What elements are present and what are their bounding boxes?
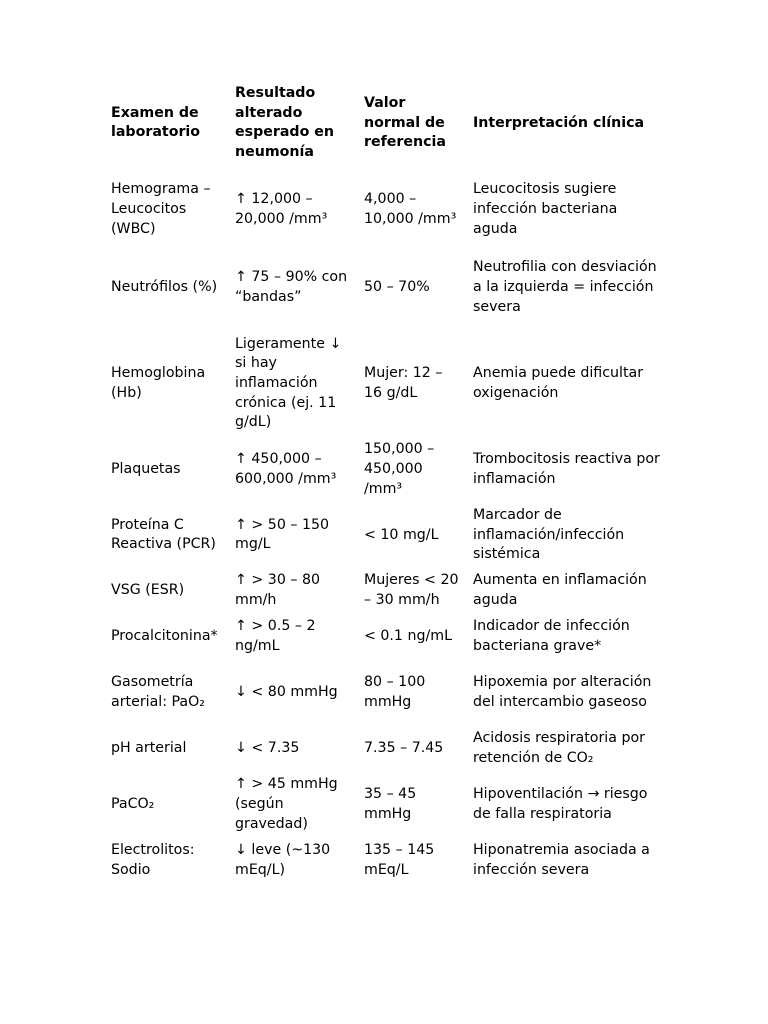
cell-expected-result: ↑ > 30 – 80 mm/h [235, 572, 321, 608]
cell-expected-result: ↑ > 45 mmHg (según gravedad) [235, 776, 338, 832]
cell-exam: Procalcitonina* [111, 628, 218, 645]
cell-interpretation: Acidosis respiratoria por retención de CO₂ [473, 730, 645, 766]
cell-interpretation: Indicador de infección bacteriana grave* [473, 618, 630, 654]
cell-expected-result: ↓ < 7.35 [235, 740, 300, 757]
table-row [104, 772, 664, 838]
table-row [104, 838, 664, 884]
cell-expected-result: ↑ > 50 – 150 mg/L [235, 516, 330, 553]
table-row [104, 568, 664, 614]
header-interpretation: Interpretación clínica [473, 114, 645, 131]
cell-exam: Hemograma – Leucocitos (WBC) [111, 181, 211, 237]
cell-exam: Gasometría arterial: PaO₂ [111, 674, 205, 710]
cell-interpretation: Hiponatremia asociada a infección severa [473, 842, 650, 878]
cell-interpretation: Anemia puede dificultar oxigenación [473, 365, 644, 401]
table-row [104, 660, 664, 726]
cell-reference-value: 50 – 70% [364, 278, 430, 295]
cell-reference-value: Mujeres < 20 – 30 mm/h [364, 572, 459, 608]
cell-reference-value: 80 – 100 mmHg [364, 674, 426, 710]
cell-expected-result: ↑ > 0.5 – 2 ng/mL [235, 618, 316, 654]
table-row [104, 437, 664, 503]
table-body [104, 175, 664, 884]
cell-exam: pH arterial [111, 740, 187, 757]
cell-reference-value: < 10 mg/L [364, 526, 439, 543]
cell-expected-result: ↑ 450,000 – 600,000 /mm³ [235, 451, 337, 487]
cell-interpretation: Trombocitosis reactiva por inflamación [473, 451, 660, 487]
cell-reference-value: 150,000 – 450,000 /mm³ [364, 441, 435, 497]
cell-interpretation: Aumenta en inflamación aguda [473, 572, 647, 608]
cell-interpretation: Leucocitosis sugiere infección bacteriana aguda [473, 181, 618, 237]
header-reference-value: Valor normal de referencia [364, 94, 446, 151]
cell-interpretation: Neutrofilia con desviación a la izquierda = infección severa [473, 259, 657, 315]
table-row [104, 503, 664, 568]
table-row [104, 726, 664, 772]
cell-reference-value: 7.35 – 7.45 [364, 740, 444, 757]
cell-interpretation: Hipoxemia por alteración del intercambio gaseoso [473, 674, 652, 710]
cell-expected-result: ↑ 12,000 – 20,000 /mm³ [235, 191, 328, 227]
cell-expected-result: ↑ 75 – 90% con “bandas” [235, 269, 348, 305]
cell-exam: Proteína C Reactiva (PCR) [111, 516, 216, 553]
cell-exam: Electrolitos: Sodio [111, 842, 195, 878]
cell-exam: Hemoglobina (Hb) [111, 365, 206, 401]
cell-expected-result: ↓ < 80 mmHg [235, 684, 338, 701]
cell-reference-value: Mujer: 12 – 16 g/dL [364, 365, 443, 401]
cell-reference-value: < 0.1 ng/mL [364, 628, 452, 645]
header-exam: Examen de laboratorio [111, 104, 201, 141]
cell-exam: PaCO₂ [111, 796, 155, 813]
cell-expected-result: ↓ leve (~130 mEq/L) [235, 842, 331, 878]
table-row [104, 245, 664, 331]
header-expected-result: Resultado alterado esperado en neumonía [235, 85, 334, 161]
cell-interpretation: Hipoventilación → riesgo de falla respiratoria [473, 786, 648, 822]
cell-expected-result: Ligeramente ↓ si hay inflamación crónica (ej. 11 g/dL) [235, 335, 342, 431]
cell-reference-value: 135 – 145 mEq/L [364, 842, 435, 878]
cell-exam: VSG (ESR) [111, 582, 185, 599]
cell-exam: Neutrófilos (%) [111, 278, 218, 295]
table-header [104, 80, 664, 175]
table-row [104, 614, 664, 660]
lab-results-table [104, 80, 664, 884]
header-row [104, 80, 664, 175]
cell-reference-value: 35 – 45 mmHg [364, 786, 417, 822]
table-row [104, 331, 664, 437]
cell-reference-value: 4,000 – 10,000 /mm³ [364, 191, 457, 227]
cell-interpretation: Marcador de inflamación/infección sistémica [473, 506, 625, 563]
table-row [104, 175, 664, 245]
cell-exam: Plaquetas [111, 460, 181, 477]
